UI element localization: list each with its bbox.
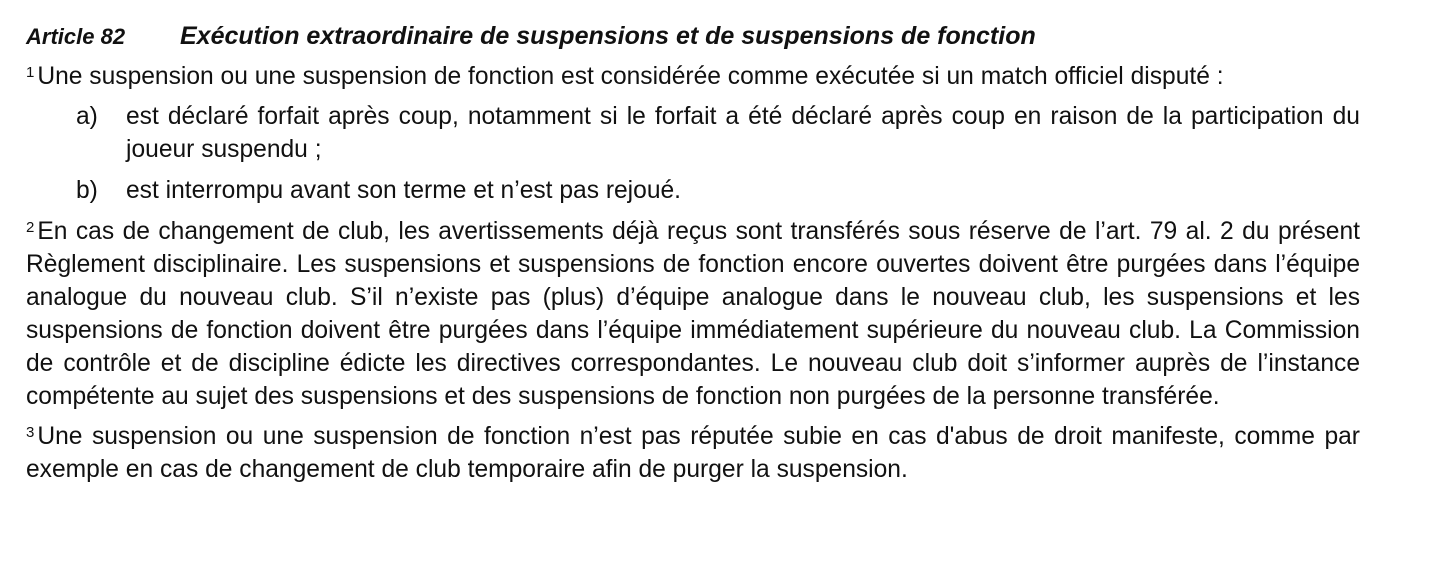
article-number: Article 82 xyxy=(26,24,126,49)
paragraph-text: En cas de changement de club, les avertissements déjà reçus sont transférés sous réserve de l’art. 79 al. 2 du présent Règlement disciplinaire. Les suspensions et suspensions de fonction encore ouvertes doivent être purgées dans l’équipe analogue du nouveau club. S’il n’existe pas (plus) d’équipe analogue dans le nouveau club, les suspensions et les suspensions de fonction doivent être purgées dans l’équipe immédiatement supérieure du nouveau club. La Commission de contrôle et de discipline édicte les directives correspondantes. Le nouveau club doit s’informer auprès de l’instance compétente au sujet des suspensions et des suspensions de fonction non purgées de la personne transférée. xyxy=(26,218,1360,410)
paragraph-3 xyxy=(26,420,1360,486)
paragraph-1 xyxy=(26,60,1360,93)
list-item-text: est déclaré forfait après coup, notamment si le forfait a été déclaré après coup en raison de la participation du joueur suspendu ; xyxy=(126,103,1360,163)
list-item-text: est interrompu avant son terme et n’est pas rejoué. xyxy=(126,177,682,204)
list-item xyxy=(26,100,1360,166)
article-heading xyxy=(26,22,1360,56)
paragraph-text: Une suspension ou une suspension de fonction est considérée comme exécutée si un match officiel disputé : xyxy=(37,63,1224,90)
list-item-marker: b) xyxy=(76,177,98,204)
paragraph-2 xyxy=(26,215,1360,413)
paragraph-number: 2 xyxy=(26,219,35,236)
condition-list xyxy=(26,100,1360,207)
list-item xyxy=(26,174,1360,207)
paragraph-number: 3 xyxy=(26,424,35,441)
article-title: Exécution extraordinaire de suspensions et de suspensions de fonction xyxy=(180,22,1036,50)
paragraph-text: Une suspension ou une suspension de fonction n’est pas réputée subie en cas d'abus de droit manifeste, comme par exemple en cas de changement de club temporaire afin de purger la suspension. xyxy=(26,423,1360,483)
paragraph-number: 1 xyxy=(26,64,35,81)
list-item-marker: a) xyxy=(76,103,98,130)
